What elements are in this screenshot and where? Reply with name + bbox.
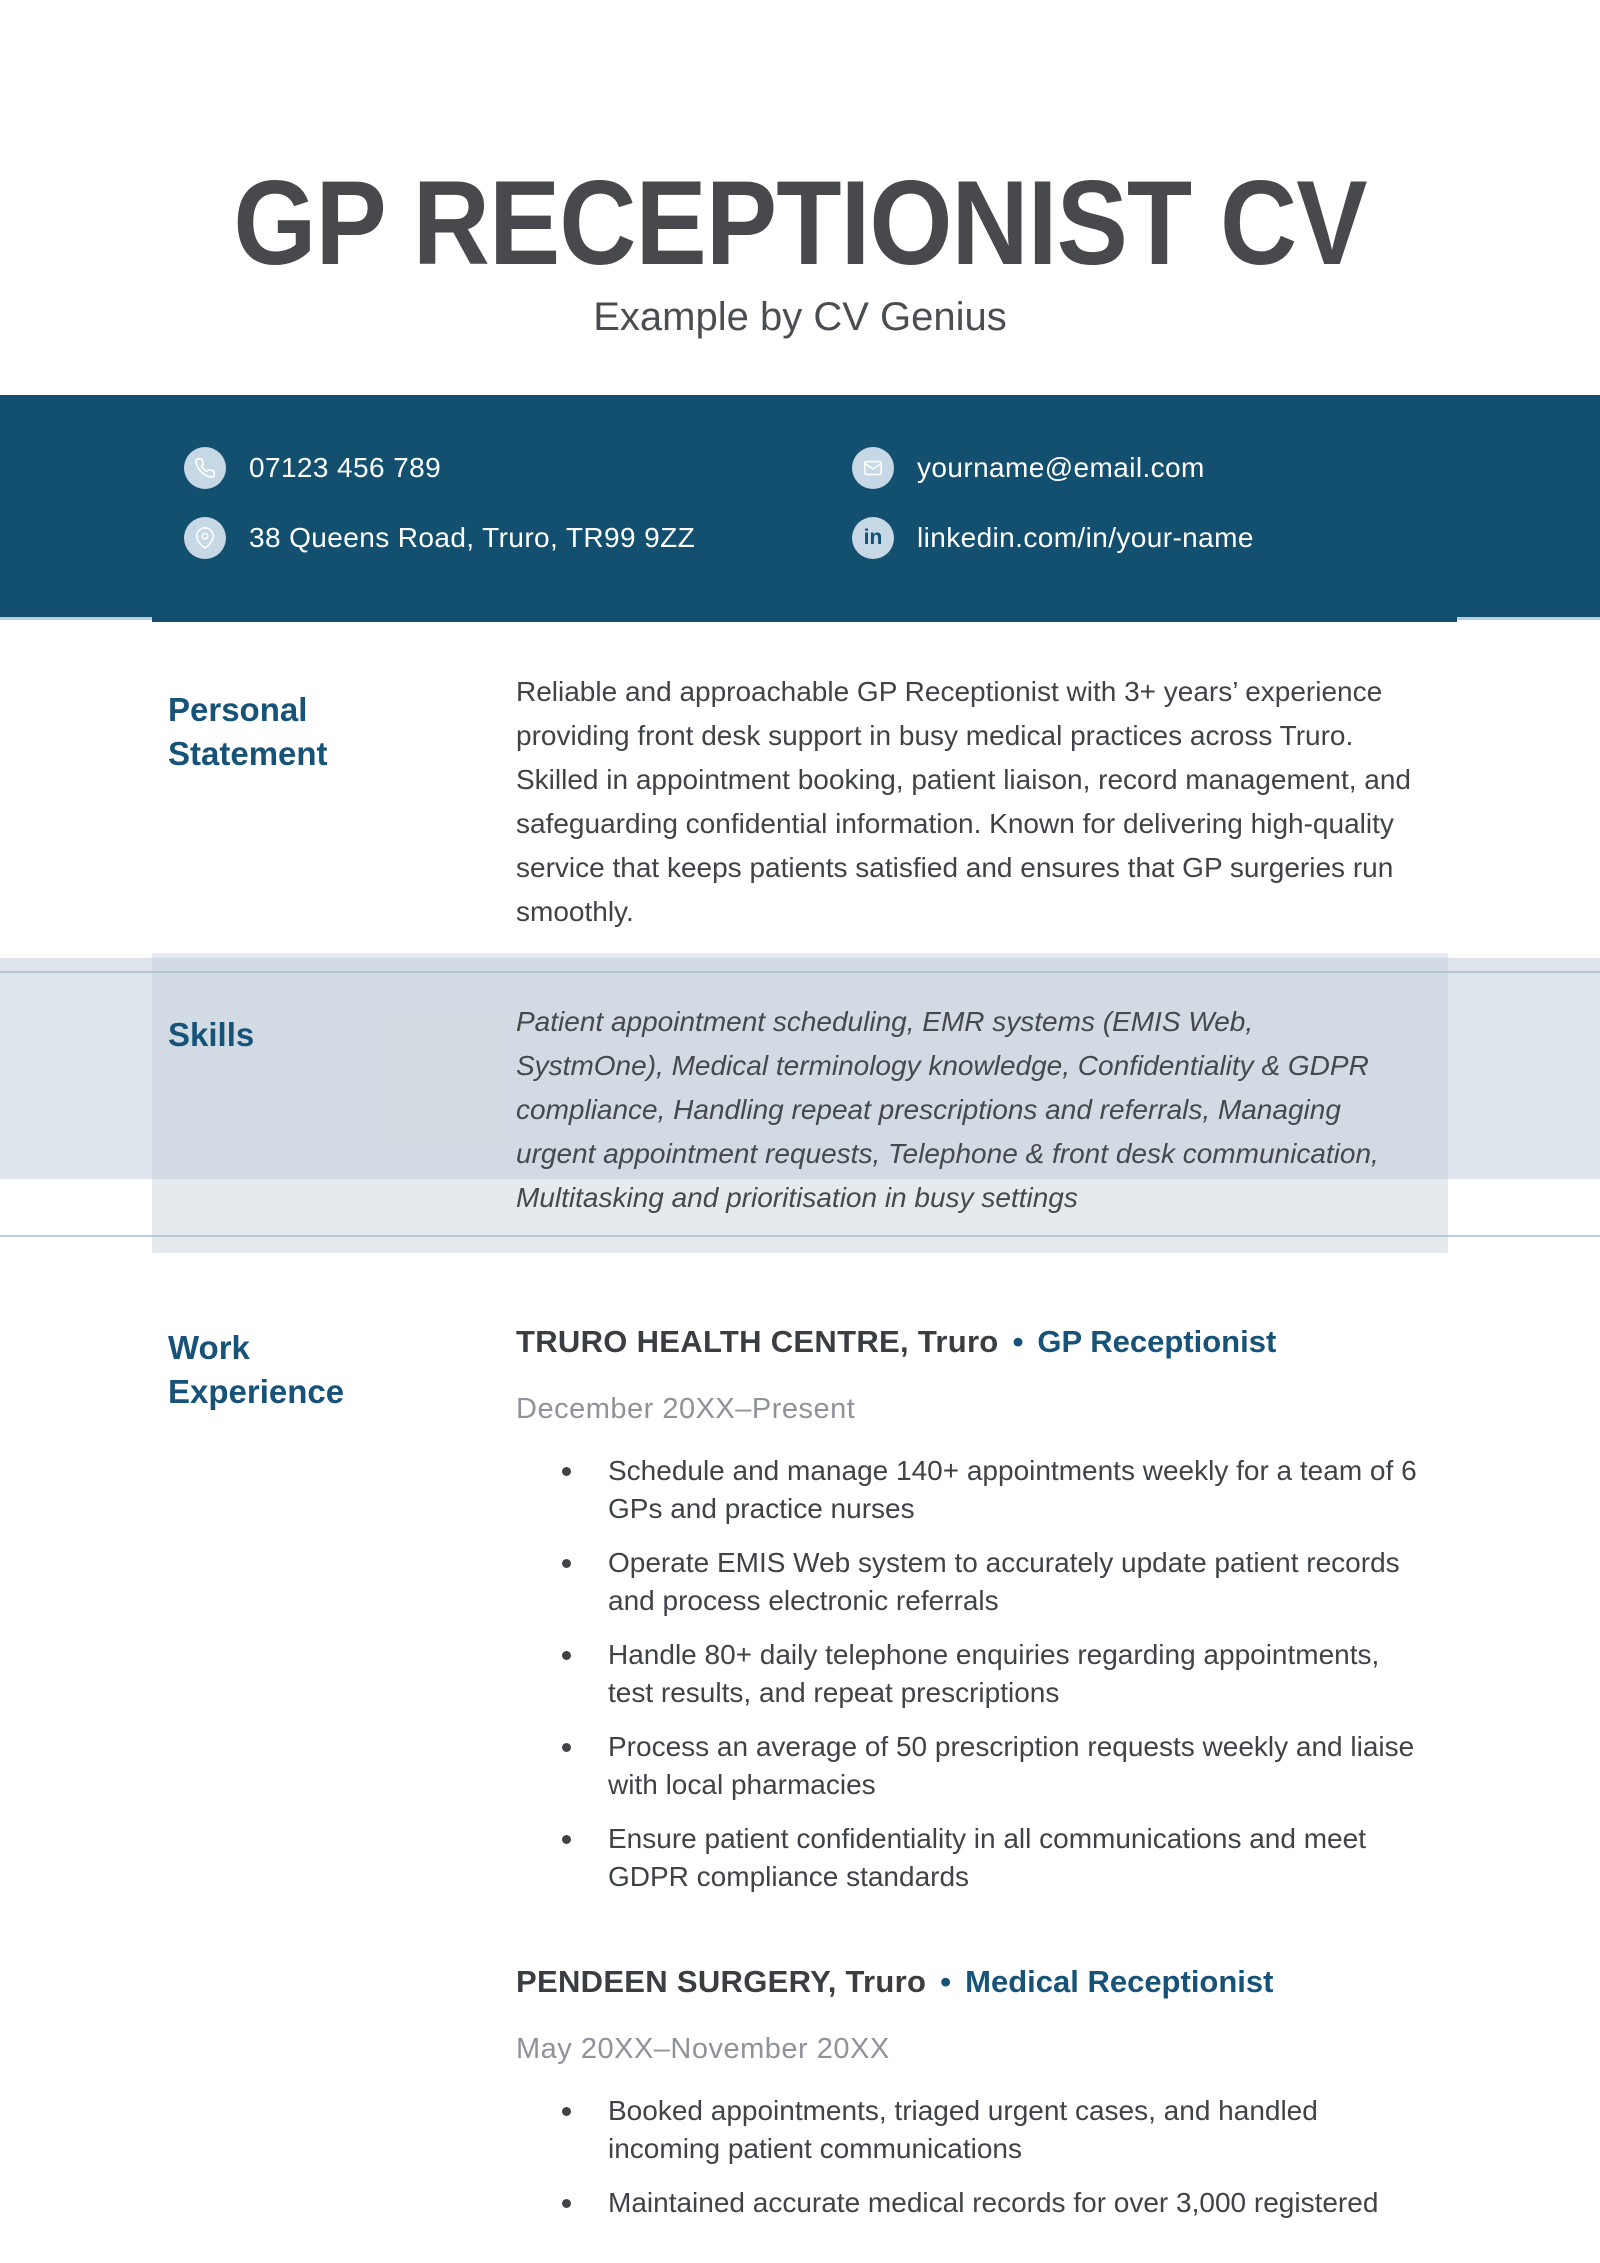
job1-bullet: Ensure patient confidentiality in all communications and meet GDPR compliance standards — [516, 1820, 1428, 1896]
job2-role: Medical Receptionist — [965, 1964, 1274, 1999]
job2-bullet: Maintained accurate medical records for over 3,000 registered — [516, 2184, 1428, 2222]
job2-separator-dot: • — [940, 1964, 952, 1999]
job2-heading — [516, 1962, 1273, 2002]
contact-bar-step — [152, 617, 1457, 622]
job2-bullet: Booked appointments, triaged urgent cases, and handled incoming patient communications — [516, 2092, 1428, 2168]
linkedin-icon: in — [852, 517, 894, 559]
skills-divider-bottom — [0, 1235, 1600, 1237]
contact-address — [184, 514, 695, 562]
skills-divider-top — [0, 971, 1600, 973]
job1-bullet: Operate EMIS Web system to accurately update patient records and process electronic referrals — [516, 1544, 1428, 1620]
linkedin-text: linkedin.com/in/your-name — [917, 522, 1254, 553]
job2-dates: May 20XX–November 20XX — [516, 2033, 890, 2065]
contact-email — [852, 444, 1205, 492]
address-text: 38 Queens Road, Truro, TR99 9ZZ — [249, 522, 696, 553]
job1-company: TRURO HEALTH CENTRE, Truro — [516, 1324, 999, 1359]
job2-bullet-list — [516, 2092, 1428, 2238]
page-title: GP RECEPTIONIST CV — [233, 156, 1367, 290]
contact-phone — [184, 444, 441, 492]
email-text: yourname@email.com — [917, 452, 1205, 483]
personal-statement-label: Personal Statement — [168, 691, 328, 772]
job1-separator-dot: • — [1012, 1324, 1024, 1359]
contact-linkedin — [852, 514, 1254, 562]
job2-company: PENDEEN SURGERY, Truro — [516, 1964, 927, 1999]
job1-bullet: Process an average of 50 prescription requests weekly and liaise with local pharmacies — [516, 1728, 1428, 1804]
work-experience-label: Work Experience — [168, 1329, 345, 1410]
skills-text: Patient appointment scheduling, EMR systems (EMIS Web, SystmOne), Medical terminology knowledge, Confidentiality & GDPR compliance, Handling repeat prescriptions and referrals, Managing urgent appointment requests, Telephone & front desk communication, Multitasking and prioritisation in busy settings — [516, 1006, 1379, 1213]
page-subtitle: Example by CV Genius — [593, 295, 1007, 339]
job1-role: GP Receptionist — [1037, 1324, 1277, 1359]
phone-icon — [184, 447, 226, 489]
job1-bullet: Handle 80+ daily telephone enquiries regarding appointments, test results, and repeat prescriptions — [516, 1636, 1428, 1712]
job1-heading — [516, 1322, 1276, 1362]
skills-label: Skills — [168, 1016, 255, 1053]
job1-dates: December 20XX–Present — [516, 1393, 856, 1425]
job1-bullet-list — [516, 1452, 1428, 1912]
location-pin-icon — [184, 517, 226, 559]
phone-number: 07123 456 789 — [249, 452, 442, 483]
envelope-icon — [852, 447, 894, 489]
job1-bullet: Schedule and manage 140+ appointments weekly for a team of 6 GPs and practice nurses — [516, 1452, 1428, 1528]
personal-statement-text: Reliable and approachable GP Receptionist with 3+ years’ experience providing front desk support in busy medical practices across Truro. Skilled in appointment booking, patient liaison, record management, and safeguarding confidential information. Known for delivering high-quality service that keeps patients satisfied and ensures that GP surgeries run smoothly. — [516, 676, 1412, 927]
contact-bar — [0, 395, 1600, 617]
